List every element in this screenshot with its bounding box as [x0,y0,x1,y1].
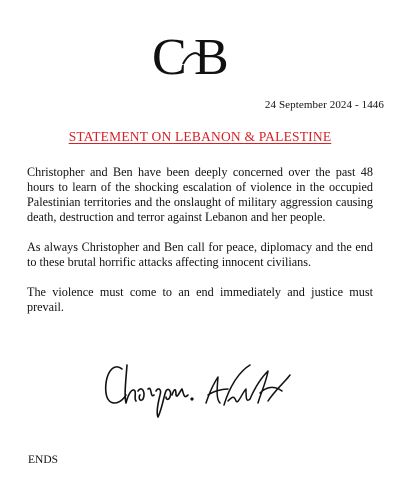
statement-date: 24 September 2024 - 1446 [264,99,384,111]
paragraph-1: Christopher and Ben have been deeply concerned over the past 48 hours to learn of the shocking escalation of violence in the occupied Palestinian territories and the onslaught of military aggression causing death, destruction and terror against Lebanon and her people. [27,165,373,224]
statement-body [27,165,373,330]
cb-logo [150,28,250,80]
signature-ben [206,365,290,405]
svg-text:B: B [194,29,229,80]
statement-heading: STATEMENT ON LEBANON & PALESTINE [68,129,332,144]
svg-text:C: C [152,29,187,80]
signature-christopher [106,365,193,417]
signatures [100,355,300,421]
paragraph-3: The violence must come to an end immediately and justice must prevail. [27,285,373,314]
ends-label: ENDS [28,454,59,466]
paragraph-2: As always Christopher and Ben call for peace, diplomacy and the end to these brutal horrific attacks affecting innocent civilians. [27,240,373,269]
